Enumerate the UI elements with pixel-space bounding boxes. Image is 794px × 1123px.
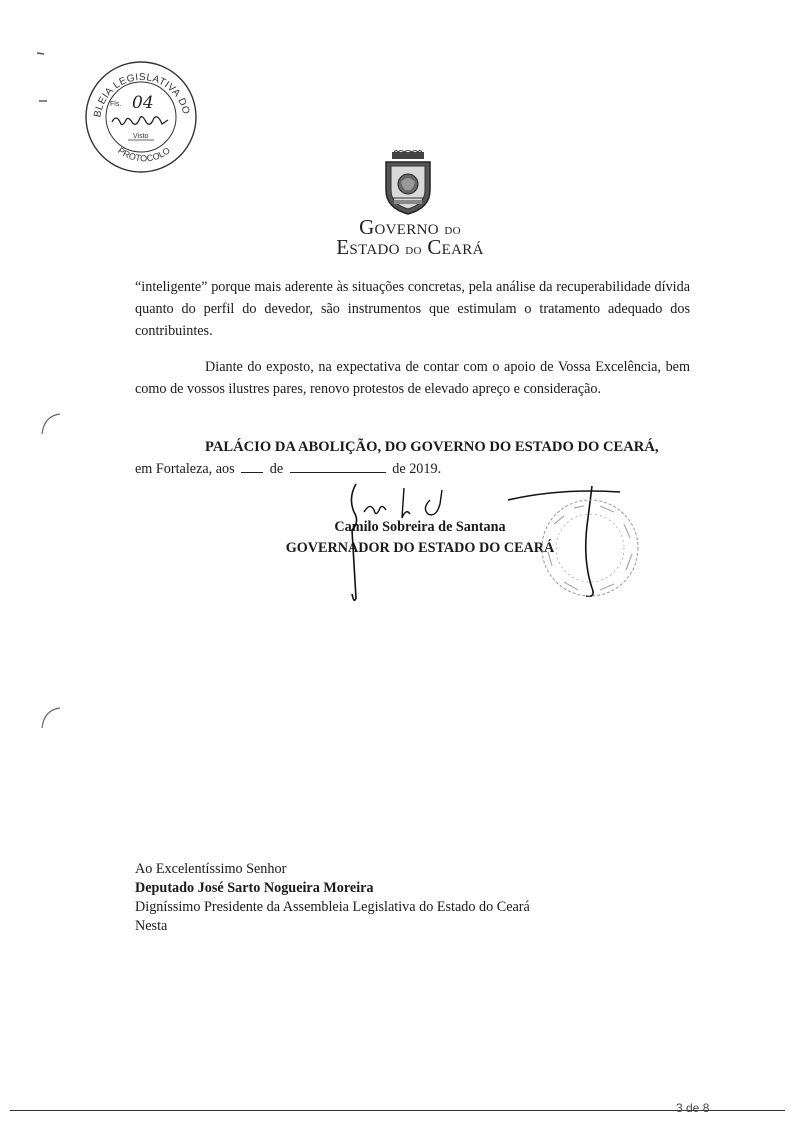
punch-mark-lower [40,704,64,730]
stamp-outer-text: BLEIA LEGISLATIVA DO [92,71,192,119]
signer-title: GOVERNADOR DO ESTADO DO CEARÁ [285,540,555,556]
addressee-role: Digníssimo Presidente da Assembleia Legislativa do Estado do Ceará [135,899,530,915]
state-coat-of-arms [382,150,434,216]
letterhead-estado: Estado [336,235,400,259]
addressee-salutation: Ao Excelentíssimo Senhor [135,861,287,877]
signer-name: Camilo Sobreira de Santana [334,519,506,535]
punch-mark-upper [40,410,64,436]
blank-day [241,458,263,473]
svg-text:PROTOCOLO [116,145,172,163]
addressee-location: Nesta [135,918,168,934]
closing-city-mid: de [269,461,284,477]
addressee-name: Deputado José Sarto Nogueira Moreira [135,880,374,896]
footer-rule [10,1110,785,1111]
closing-date-line [135,458,441,480]
faint-seal-stamp [534,494,646,602]
stamp-fls-number: 04 [132,93,154,113]
stamp-fls-label: Fls. [110,101,122,108]
closing-city-suffix: de 2019. [392,461,442,477]
scan-mark-top [36,44,48,52]
body-paragraph-1: “inteligente” porque mais aderente às situações concretas, pela análise da recuperabilidade dívida quanto do perfil do devedor, são instrumentos que estimulam o tratamento adequado dos contribuintes. [135,279,690,339]
blank-month [290,458,386,473]
stamp-handwritten-initials [112,117,168,125]
stamp-visto-label: Visto [133,133,149,140]
closing-palace-line: PALÁCIO DA ABOLIÇÃO, DO GOVERNO DO ESTADO DO CEARÁ, [205,439,659,455]
letterhead-ceara: Ceará [427,235,484,259]
page-number: 3 de 8 [676,1101,710,1115]
stamp-bottom-text: PROTOCOLO [116,145,172,164]
scan-mark-top2 [38,92,50,100]
body-paragraph-2: Diante do exposto, na expectativa de contar com o apoio de Vossa Excelência, bem como de vossos ilustres pares, renovo protestos de elevado apreço e consideração. [135,359,690,397]
letterhead-do-2: do [405,242,422,258]
letterhead-do-1: do [444,222,461,238]
letterhead-governo: Governo [359,215,439,239]
letterhead-line-2 [300,236,520,261]
addressee-block [135,860,655,936]
closing-city-prefix: em Fortaleza, aos [135,461,235,477]
protocol-stamp [82,58,200,176]
